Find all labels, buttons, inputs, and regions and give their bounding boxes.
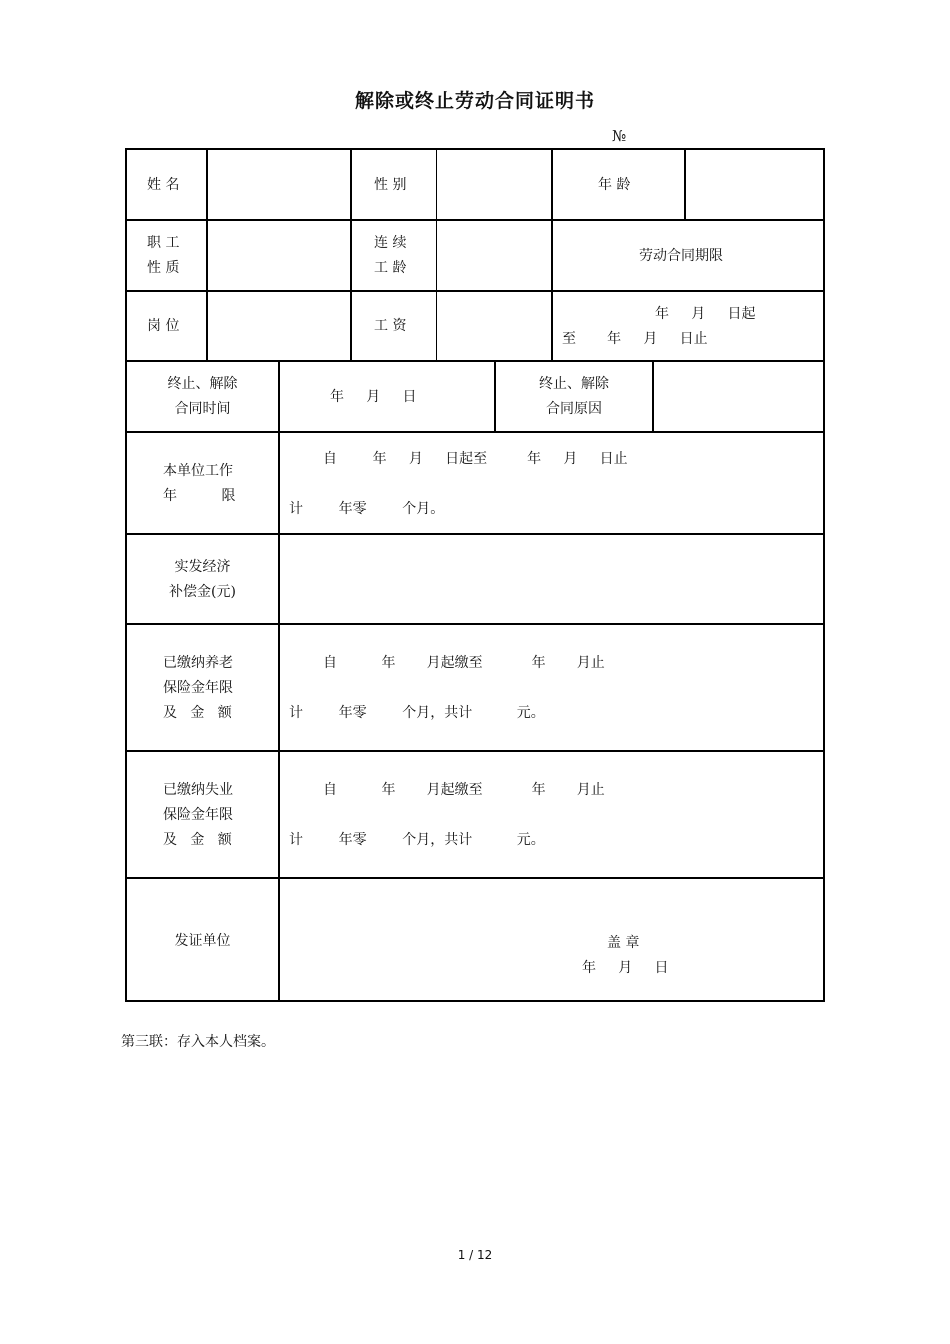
certificate-form xyxy=(125,148,825,1002)
column-divider xyxy=(278,360,280,431)
pension-label-line3: 及 金 额 xyxy=(163,705,232,721)
issue-date: 年 月 日 xyxy=(582,960,669,976)
job-type-label-line1: 职 工 xyxy=(147,235,180,251)
job-type-label-line2: 性 质 xyxy=(147,260,180,276)
row-divider xyxy=(127,623,823,625)
column-divider xyxy=(436,150,437,360)
contract-term-end: 至 年 月 日止 xyxy=(562,331,708,347)
page-indicator: 1 / 12 xyxy=(457,1248,493,1262)
service-label-line2: 年 限 xyxy=(163,488,236,504)
issuer-label: 发证单位 xyxy=(174,933,231,949)
copy-note: 第三联：存入本人档案。 xyxy=(121,1034,275,1050)
column-divider xyxy=(206,150,208,360)
terminate-date-label-line2: 合同时间 xyxy=(174,401,231,417)
pension-label-line1: 已缴纳养老 xyxy=(163,655,233,671)
pension-label-line2: 保险金年限 xyxy=(163,680,233,696)
pension-total: 计 年零 个月，共计 元。 xyxy=(289,705,545,721)
row-divider xyxy=(127,533,823,535)
terminate-date-label-line1: 终止、解除 xyxy=(167,376,238,392)
wage-label: 工 资 xyxy=(374,318,407,334)
service-period: 自 年 月 日起至 年 月 日止 xyxy=(323,451,628,467)
terminate-reason-label-line2: 合同原因 xyxy=(546,401,602,417)
terminate-date-value: 年 月 日 xyxy=(330,389,417,405)
seal-label: 盖 章 xyxy=(607,935,640,951)
name-label: 姓 名 xyxy=(147,177,180,193)
post-label: 岗 位 xyxy=(147,318,180,334)
column-divider xyxy=(350,150,352,360)
unemployment-label-line1: 已缴纳失业 xyxy=(163,782,233,798)
age-label: 年 龄 xyxy=(598,177,631,193)
column-divider xyxy=(684,150,686,219)
unemployment-total: 计 年零 个月，共计 元。 xyxy=(289,832,545,848)
column-divider xyxy=(278,431,280,1002)
document-title: 解除或终止劳动合同证明书 xyxy=(354,90,595,112)
seniority-label-line2: 工 龄 xyxy=(374,260,407,276)
row-divider xyxy=(127,360,823,362)
pension-period: 自 年 月起缴至 年 月止 xyxy=(323,655,605,671)
service-label-line1: 本单位工作 xyxy=(163,463,233,479)
unemployment-period: 自 年 月起缴至 年 月止 xyxy=(323,782,605,798)
row-divider xyxy=(127,750,823,752)
seniority-label-line1: 连 续 xyxy=(374,235,407,251)
compensation-label-line1: 实发经济 xyxy=(174,559,231,575)
column-divider xyxy=(551,150,553,360)
terminate-reason-label-line1: 终止、解除 xyxy=(539,376,609,392)
unemployment-label-line3: 及 金 额 xyxy=(163,832,232,848)
contract-term-label: 劳动合同期限 xyxy=(639,248,723,264)
row-divider xyxy=(127,219,823,221)
certificate-number-label: № xyxy=(612,127,627,145)
row-divider xyxy=(127,290,823,292)
unemployment-label-line2: 保险金年限 xyxy=(163,807,233,823)
service-total: 计 年零 个月。 xyxy=(289,501,445,517)
row-divider xyxy=(127,431,823,433)
gender-label: 性 别 xyxy=(374,177,407,193)
contract-term-start: 年 月 日起 xyxy=(655,306,756,322)
row-divider xyxy=(127,877,823,879)
compensation-label-line2: 补偿金(元) xyxy=(169,584,236,600)
